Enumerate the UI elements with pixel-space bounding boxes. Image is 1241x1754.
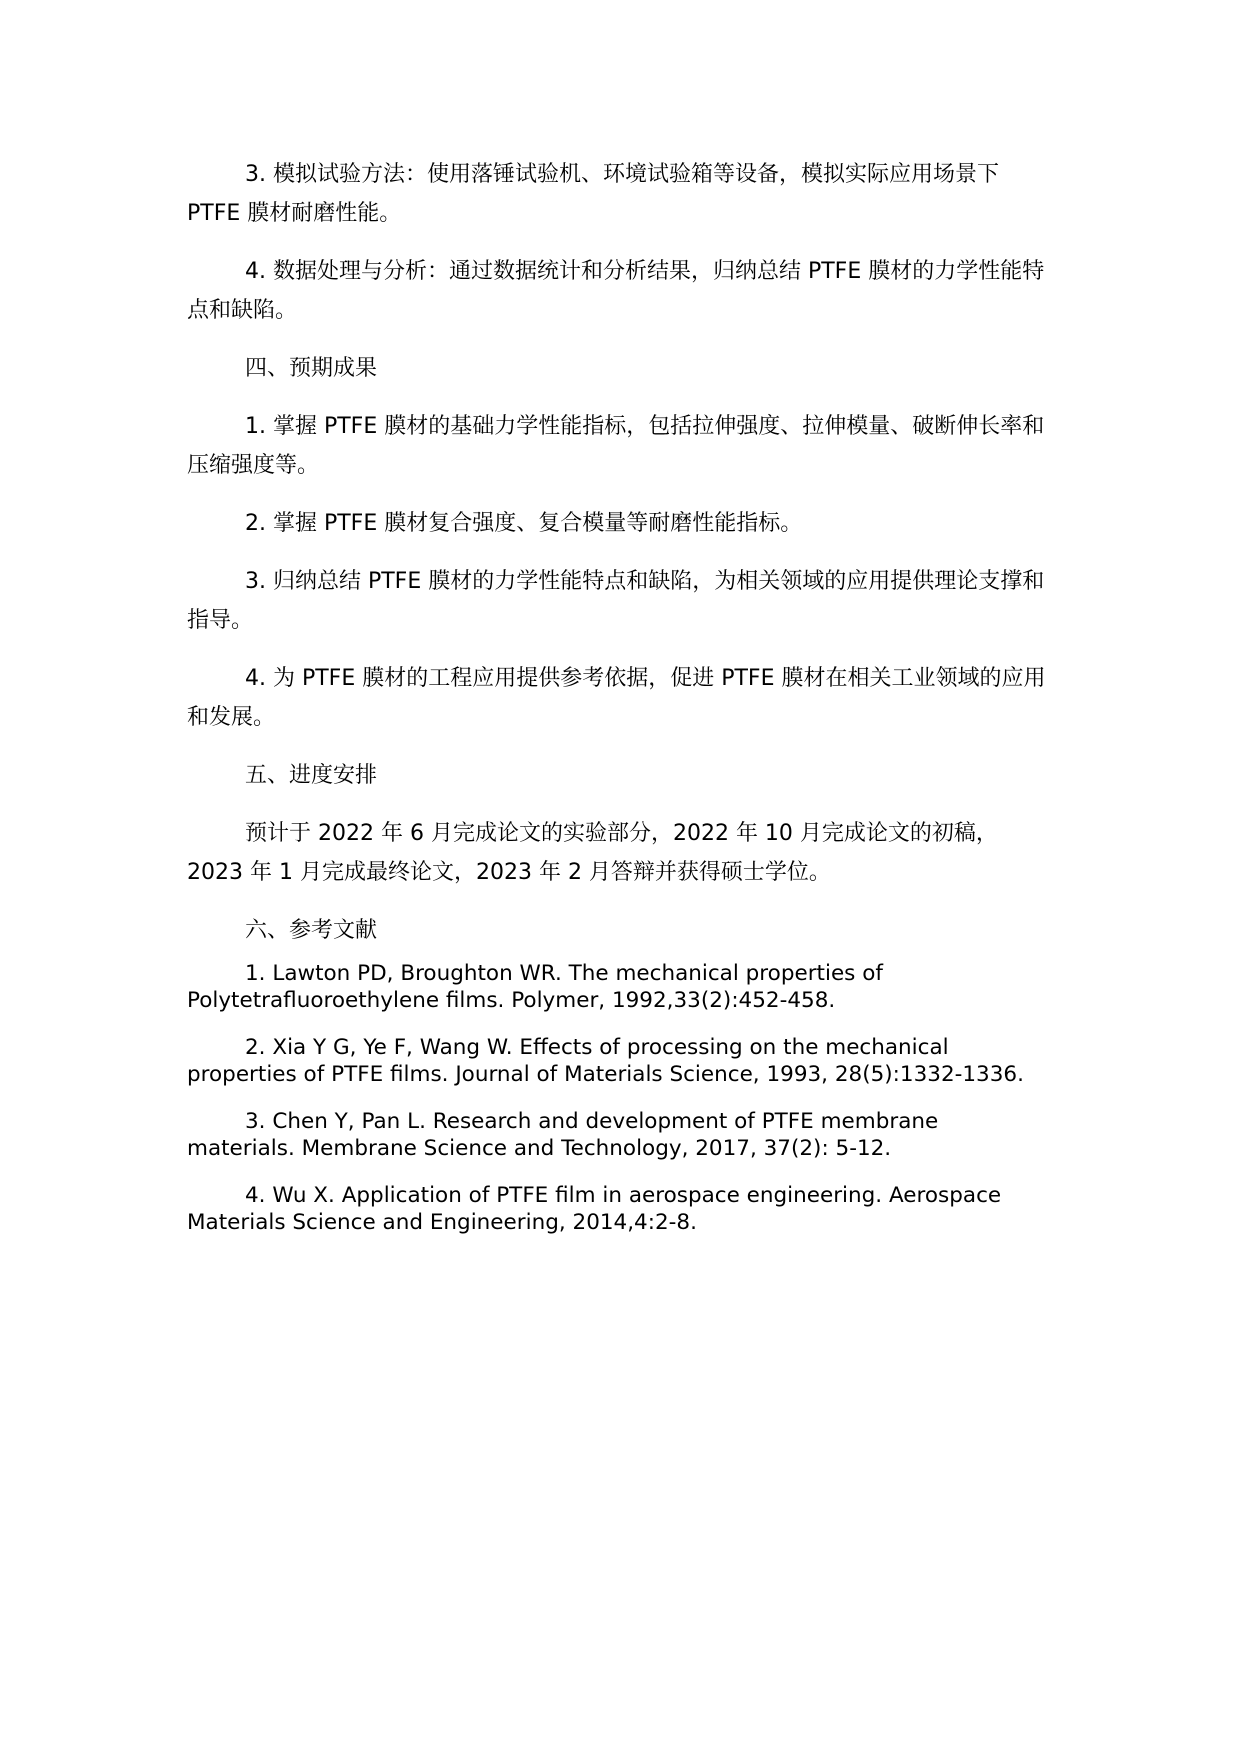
reference-item-3: 3. Chen Y, Pan L. Research and development of PTFE membrane materials. Membrane Science and Technology, 2017, 37(2): 5-12. bbox=[187, 1109, 939, 1161]
document-body bbox=[187, 155, 1047, 1256]
section-heading-schedule: 五、进度安排 bbox=[245, 763, 378, 788]
method-item-3: 3. 模拟试验方法：使用落锤试验机、环境试验箱等设备，模拟实际应用场景下 PTFE 膜材耐磨性能。 bbox=[187, 162, 999, 226]
result-item-2: 2. 掌握 PTFE 膜材复合强度、复合模量等耐磨性能指标。 bbox=[245, 511, 803, 536]
section-heading-references: 六、参考文献 bbox=[245, 918, 378, 943]
reference-item-2: 2. Xia Y G, Ye F, Wang W. Effects of processing on the mechanical properties of PTFE films. Journal of Materials Science, 1993, 28(5):1332-1336. bbox=[187, 1035, 1024, 1087]
section-heading-expected-results: 四、预期成果 bbox=[245, 356, 378, 381]
reference-item-4: 4. Wu X. Application of PTFE film in aerospace engineering. Aerospace Materials Science and Engineering, 2014,4:2-8. bbox=[187, 1183, 1002, 1235]
reference-item-1: 1. Lawton PD, Broughton WR. The mechanical properties of Polytetrafluoroethylene films. Polymer, 1992,33(2):452-458. bbox=[187, 961, 883, 1013]
result-item-3: 3. 归纳总结 PTFE 膜材的力学性能特点和缺陷，为相关领域的应用提供理论支撑和指导。 bbox=[187, 569, 1045, 633]
result-item-1: 1. 掌握 PTFE 膜材的基础力学性能指标，包括拉伸强度、拉伸模量、破断伸长率和压缩强度等。 bbox=[187, 414, 1045, 478]
method-item-4: 4. 数据处理与分析：通过数据统计和分析结果，归纳总结 PTFE 膜材的力学性能特点和缺陷。 bbox=[187, 259, 1045, 323]
result-item-4: 4. 为 PTFE 膜材的工程应用提供参考依据，促进 PTFE 膜材在相关工业领域的应用和发展。 bbox=[187, 666, 1046, 730]
schedule-paragraph: 预计于 2022 年 6 月完成论文的实验部分，2022 年 10 月完成论文的初稿，2023 年 1 月完成最终论文，2023 年 2 月答辩并获得硕士学位。 bbox=[187, 821, 998, 885]
